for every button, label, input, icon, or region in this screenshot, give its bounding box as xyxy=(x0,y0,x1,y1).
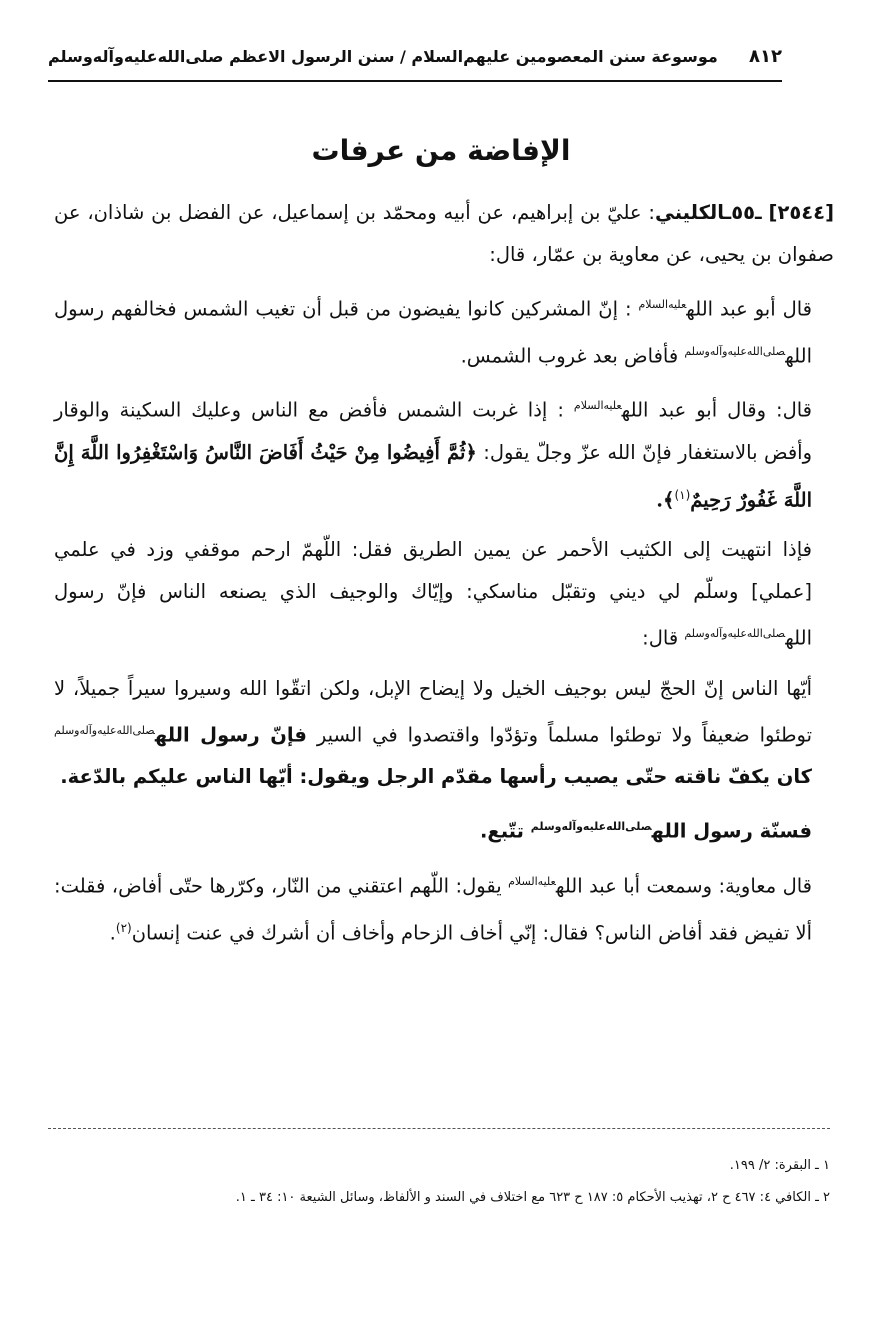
p6-text-a: قال معاوية: وسمعت أبا عبد الله xyxy=(555,874,813,897)
footnote-divider xyxy=(48,1128,830,1129)
footnote-2: ٢ ـ الكافي ٤: ٤٦٧ ح ٢، تهذيب الأحكام ٥: ١٨٧ ح ٦٢٣ مع اختلاف في السند و الألفاظ، وسائل الشيعة ١٠: ٣٤ ـ ١. xyxy=(235,1190,830,1205)
prophet-honorific: صلى‌الله‌عليه‌وآله‌وسلم xyxy=(530,820,652,833)
imam-honorific: عليه‌السلام xyxy=(638,298,687,311)
p4-bold-b: كان يكفّ ناقته حتّى يصيب رأسها مقدّم الرجل ويقول: أيّها الناس عليكم بالدّعة. xyxy=(60,765,812,788)
footnote-ref-2[interactable]: (٢) xyxy=(115,921,132,935)
running-title: موسوعة سنن المعصومين عليهم‌السلام / سنن الرسول الاعظم صلى‌الله‌عليه‌وآله‌وسلم xyxy=(48,46,718,66)
footnotes xyxy=(50,1150,830,1214)
prophet-honorific: صلى‌الله‌عليه‌وآله‌وسلم xyxy=(684,627,786,640)
section-title: الإفاضة من عرفات xyxy=(311,134,571,167)
p6-text-end: . xyxy=(109,921,116,945)
p1-text-a: قال أبو عبد الله xyxy=(686,297,812,321)
p2-text-b: : إذا غربت الشمس فأفض مع الناس وعليك السكينة والوقار وأفض بالاستغفار فإنّ الله عزّ وجلّ يقول: xyxy=(54,398,813,464)
p3-text-a: فإذا انتهيت إلى الكثيب الأحمر عن يمين الطريق فقل: اللّهمّ ارحم موقفي وزد في علمي [عملي] وسلّم لي ديني وتقبّل مناسكي: وإيّاك والوجيف الذي يصنعه الناس فإنّ رسول الله xyxy=(54,538,812,650)
imam-honorific: عليه‌السلام xyxy=(508,874,556,888)
p5-text-a: فسنّة رسول الله xyxy=(651,819,812,843)
p4-bold-a: فإنّ رسول الله xyxy=(154,723,307,746)
imam-honorific: عليه‌السلام xyxy=(573,399,622,412)
paragraph-3 xyxy=(54,529,834,660)
page-number: ٨١٢ xyxy=(749,45,782,67)
paragraph-6 xyxy=(54,861,834,955)
quran-verse-end: ﴾. xyxy=(656,488,675,511)
prophet-honorific: صلى‌الله‌عليه‌وآله‌وسلم xyxy=(684,344,786,358)
hadith-source: ـ٥٥ـالكليني xyxy=(654,201,762,224)
running-header xyxy=(48,32,782,82)
footnote-1: ١ ـ البقرة: ٢/ ١٩٩. xyxy=(729,1158,830,1173)
paragraph-1 xyxy=(54,284,834,377)
p3-text-b: قال: xyxy=(642,626,679,650)
footnote-ref-1[interactable]: (١) xyxy=(674,487,691,502)
paragraph-2 xyxy=(54,385,834,521)
paragraph-4 xyxy=(54,668,834,799)
p5-text-b: تتّبع. xyxy=(479,819,524,843)
p6-text-b: يقول: اللّهم اعتقني من النّار، وكرّرها حتّى أفاض، فقلت: ألا تفيض فقد أفاض الناس؟ فقال: إنّي أخاف الزحام وأخاف أن أشرك في عنت إنسان xyxy=(54,874,812,945)
body-text xyxy=(54,192,834,963)
hadith-number: [٢٥٤٤] xyxy=(768,201,834,224)
hadith-chain xyxy=(54,192,834,276)
p1-text-c: فأفاض بعد غروب الشمس. xyxy=(460,344,679,367)
p1-text-b: : إنّ المشركين كانوا يفيضون من قبل أن تغيب الشمس فخالفهم رسول الله xyxy=(54,297,812,367)
quran-verse: ﴿ثُمَّ أَفِيضُوا مِنْ حَيْثُ أَفَاضَ النَّاسُ وَاسْتَغْفِرُوا اللَّهَ إِنَّ اللَّهَ غَفُورٌ رَحِيمٌ xyxy=(54,440,812,511)
p4-text-a: أيّها الناس إنّ الحجّ ليس بوجيف الخيل ولا إيضاح الإبل، ولكن اتقّوا الله وسيروا سيراً جميلاً، لا توطئوا ضعيفاً ولا توطئوا مسلماً وتؤدّوا واقتصدوا في السير xyxy=(54,676,812,746)
p2-text-a: قال: وقال أبو عبد الله xyxy=(621,398,812,422)
hadith-chain-line1: : عليّ بن إبراهيم، عن أبيه ومحمّد بن إسماعيل، عن الفضل بن شاذان، xyxy=(87,201,655,224)
hadith-chain-line2: عن صفوان بن يحيى، عن معاوية بن عمّار، قال: xyxy=(54,201,834,266)
prophet-honorific: صلى‌الله‌عليه‌وآله‌وسلم xyxy=(54,723,155,737)
paragraph-5 xyxy=(54,806,834,853)
